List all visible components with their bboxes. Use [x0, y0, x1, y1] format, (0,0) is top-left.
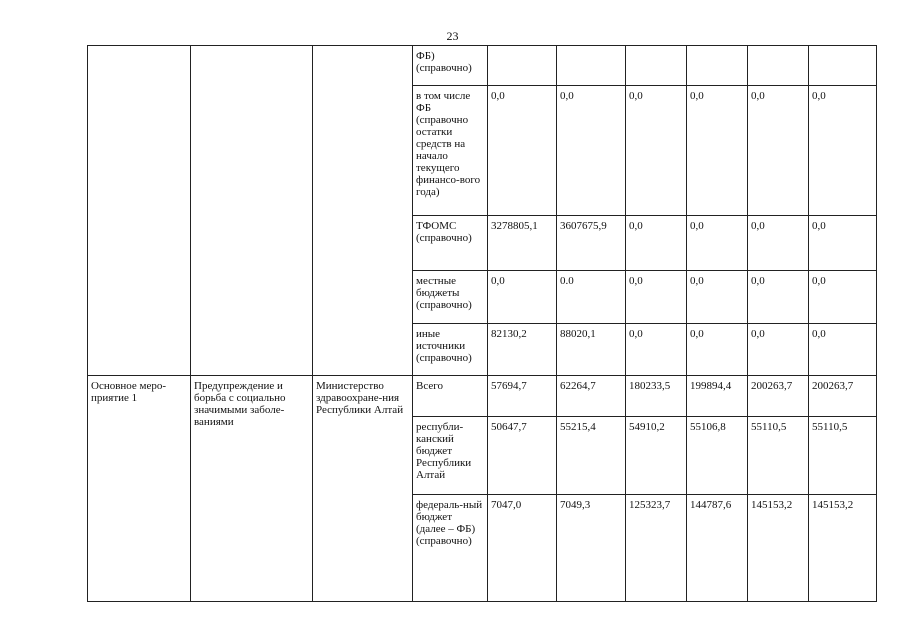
measure-executor: Министерство здравоохране-ния Республики Алтай	[313, 376, 413, 602]
value-cell: 55106,8	[687, 417, 748, 495]
funding-source: ТФОМС (справочно)	[413, 216, 488, 271]
empty-cell	[88, 46, 191, 376]
value-cell: 0,0	[488, 86, 557, 216]
value-cell: 0,0	[687, 271, 748, 324]
funding-source: Всего	[413, 376, 488, 417]
value-cell: 57694,7	[488, 376, 557, 417]
funding-source: республи-канский бюджет Республики Алтай	[413, 417, 488, 495]
value-cell: 0,0	[748, 86, 809, 216]
value-cell: 55110,5	[748, 417, 809, 495]
value-cell: 0,0	[809, 216, 877, 271]
funding-source: ФБ) (справочно)	[413, 46, 488, 86]
value-cell: 7049,3	[557, 495, 626, 602]
value-cell: 0,0	[626, 86, 687, 216]
value-cell	[687, 46, 748, 86]
measure-name: Основное меро-приятие 1	[88, 376, 191, 602]
value-cell: 199894,4	[687, 376, 748, 417]
value-cell: 7047,0	[488, 495, 557, 602]
value-cell	[557, 46, 626, 86]
value-cell: 0.0	[557, 271, 626, 324]
value-cell: 144787,6	[687, 495, 748, 602]
value-cell: 0,0	[809, 86, 877, 216]
value-cell: 0,0	[626, 216, 687, 271]
value-cell	[809, 46, 877, 86]
value-cell	[748, 46, 809, 86]
funding-source: федераль-ный бюджет (далее – ФБ) (справочно)	[413, 495, 488, 602]
value-cell: 0,0	[748, 216, 809, 271]
measure-goal: Предупреждение и борьба с социально значимыми заболе-ваниями	[191, 376, 313, 602]
funding-source: в том числе ФБ (справочно остатки средств на начало текущего финансо-вого года)	[413, 86, 488, 216]
value-cell: 54910,2	[626, 417, 687, 495]
value-cell: 0,0	[748, 324, 809, 376]
value-cell: 50647,7	[488, 417, 557, 495]
value-cell: 180233,5	[626, 376, 687, 417]
value-cell: 82130,2	[488, 324, 557, 376]
value-cell: 55110,5	[809, 417, 877, 495]
value-cell: 3278805,1	[488, 216, 557, 271]
value-cell: 0,0	[626, 271, 687, 324]
value-cell	[626, 46, 687, 86]
value-cell: 0,0	[626, 324, 687, 376]
value-cell: 200263,7	[809, 376, 877, 417]
value-cell: 0,0	[557, 86, 626, 216]
value-cell: 55215,4	[557, 417, 626, 495]
value-cell: 0,0	[687, 86, 748, 216]
value-cell: 200263,7	[748, 376, 809, 417]
funding-source: местные бюджеты (справочно)	[413, 271, 488, 324]
value-cell: 145153,2	[809, 495, 877, 602]
value-cell: 125323,7	[626, 495, 687, 602]
value-cell: 0,0	[809, 271, 877, 324]
funding-table	[87, 45, 877, 602]
value-cell: 0,0	[809, 324, 877, 376]
value-cell: 0,0	[687, 216, 748, 271]
value-cell: 0,0	[687, 324, 748, 376]
value-cell	[488, 46, 557, 86]
value-cell: 88020,1	[557, 324, 626, 376]
table-row	[88, 376, 877, 417]
value-cell: 62264,7	[557, 376, 626, 417]
table-row	[88, 46, 877, 86]
value-cell: 145153,2	[748, 495, 809, 602]
empty-cell	[191, 46, 313, 376]
empty-cell	[313, 46, 413, 376]
funding-source: иные источники (справочно)	[413, 324, 488, 376]
page-number: 23	[446, 29, 459, 43]
value-cell: 3607675,9	[557, 216, 626, 271]
value-cell: 0,0	[748, 271, 809, 324]
value-cell: 0,0	[488, 271, 557, 324]
